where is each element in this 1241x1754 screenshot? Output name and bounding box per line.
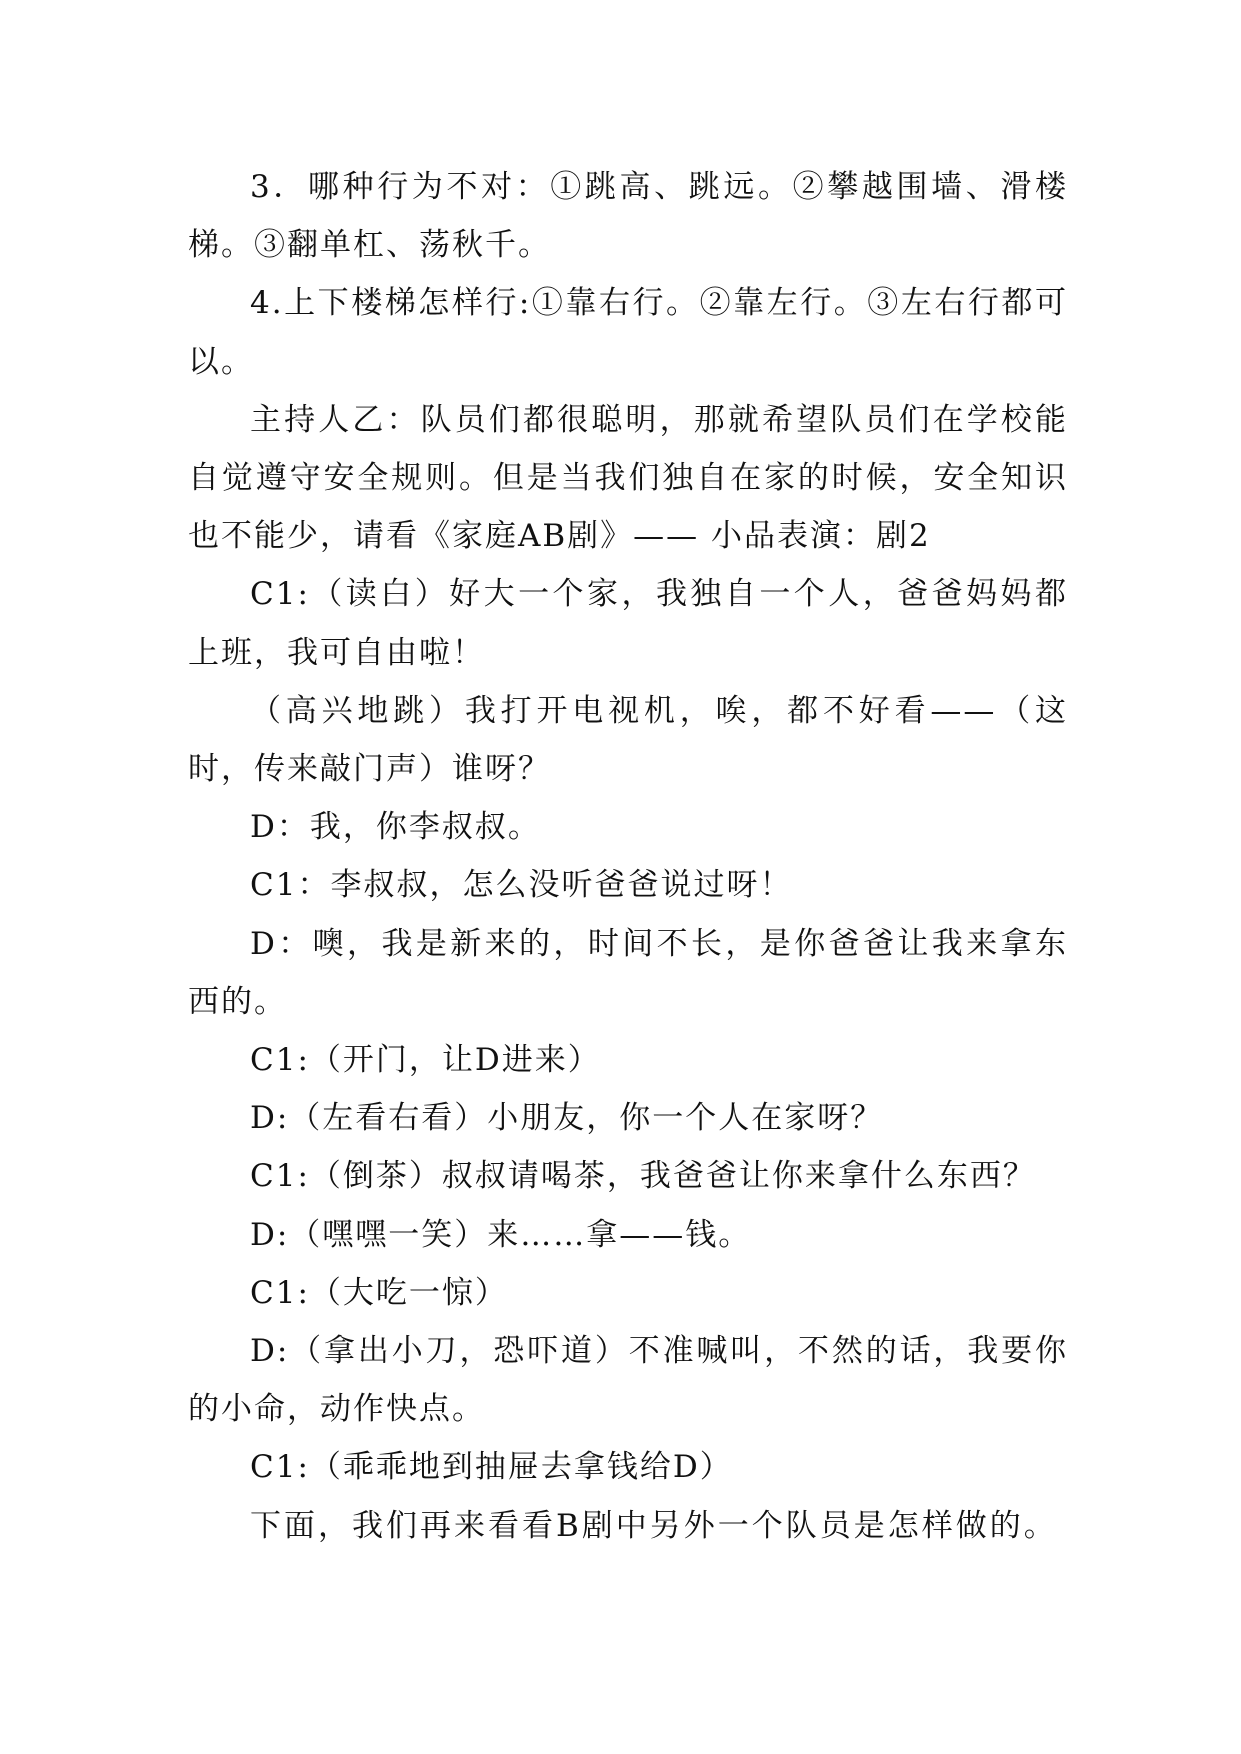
c1-line-5: C1:（倒茶）叔叔请喝茶，我爸爸让你来拿什么东西？ — [250, 1158, 1036, 1195]
c1-line-3: C1：李叔叔，怎么没听爸爸说过呀！ — [250, 867, 793, 904]
transition-paragraph: 下面，我们再来看看B剧中另外一个队员是怎样做的。 — [250, 1507, 1058, 1544]
question-4-paragraph: 4.上下楼梯怎样行:①靠右行。②靠左行。③左右行都可以。 — [188, 285, 1068, 380]
c1-line-7: C1:（乖乖地到抽屉去拿钱给D） — [250, 1449, 733, 1486]
document-body — [188, 158, 1068, 1555]
c1-line-1: C1:（读白）好大一个家，我独自一个人，爸爸妈妈都上班，我可自由啦！ — [188, 576, 1068, 671]
d-line-5: D:（拿出小刀，恐吓道）不准喊叫，不然的话，我要你的小命，动作快点。 — [188, 1333, 1068, 1428]
c1-line-6: C1:（大吃一惊） — [250, 1274, 508, 1311]
question-3-paragraph: 3．哪种行为不对：①跳高、跳远。②攀越围墙、滑楼梯。③翻单杠、荡秋千。 — [188, 169, 1068, 264]
d-line-2: D：噢，我是新来的，时间不长，是你爸爸让我来拿东西的。 — [188, 925, 1068, 1020]
d-line-1: D：我，你李叔叔。 — [250, 809, 541, 846]
d-line-3: D:（左看右看）小朋友，你一个人在家呀？ — [250, 1100, 884, 1137]
d-line-4: D:（嘿嘿一笑）来……拿——钱。 — [250, 1216, 752, 1253]
host-b-paragraph: 主持人乙：队员们都很聪明，那就希望队员们在学校能自觉遵守安全规则。但是当我们独自在家的时候，安全知识也不能少，请看《家庭AB剧》—— 小品表演：剧2 — [188, 401, 1068, 555]
c1-line-2: （高兴地跳）我打开电视机，唉，都不好看——（这时，传来敲门声）谁呀？ — [188, 692, 1068, 788]
c1-line-4: C1:（开门，让D进来） — [250, 1042, 601, 1079]
